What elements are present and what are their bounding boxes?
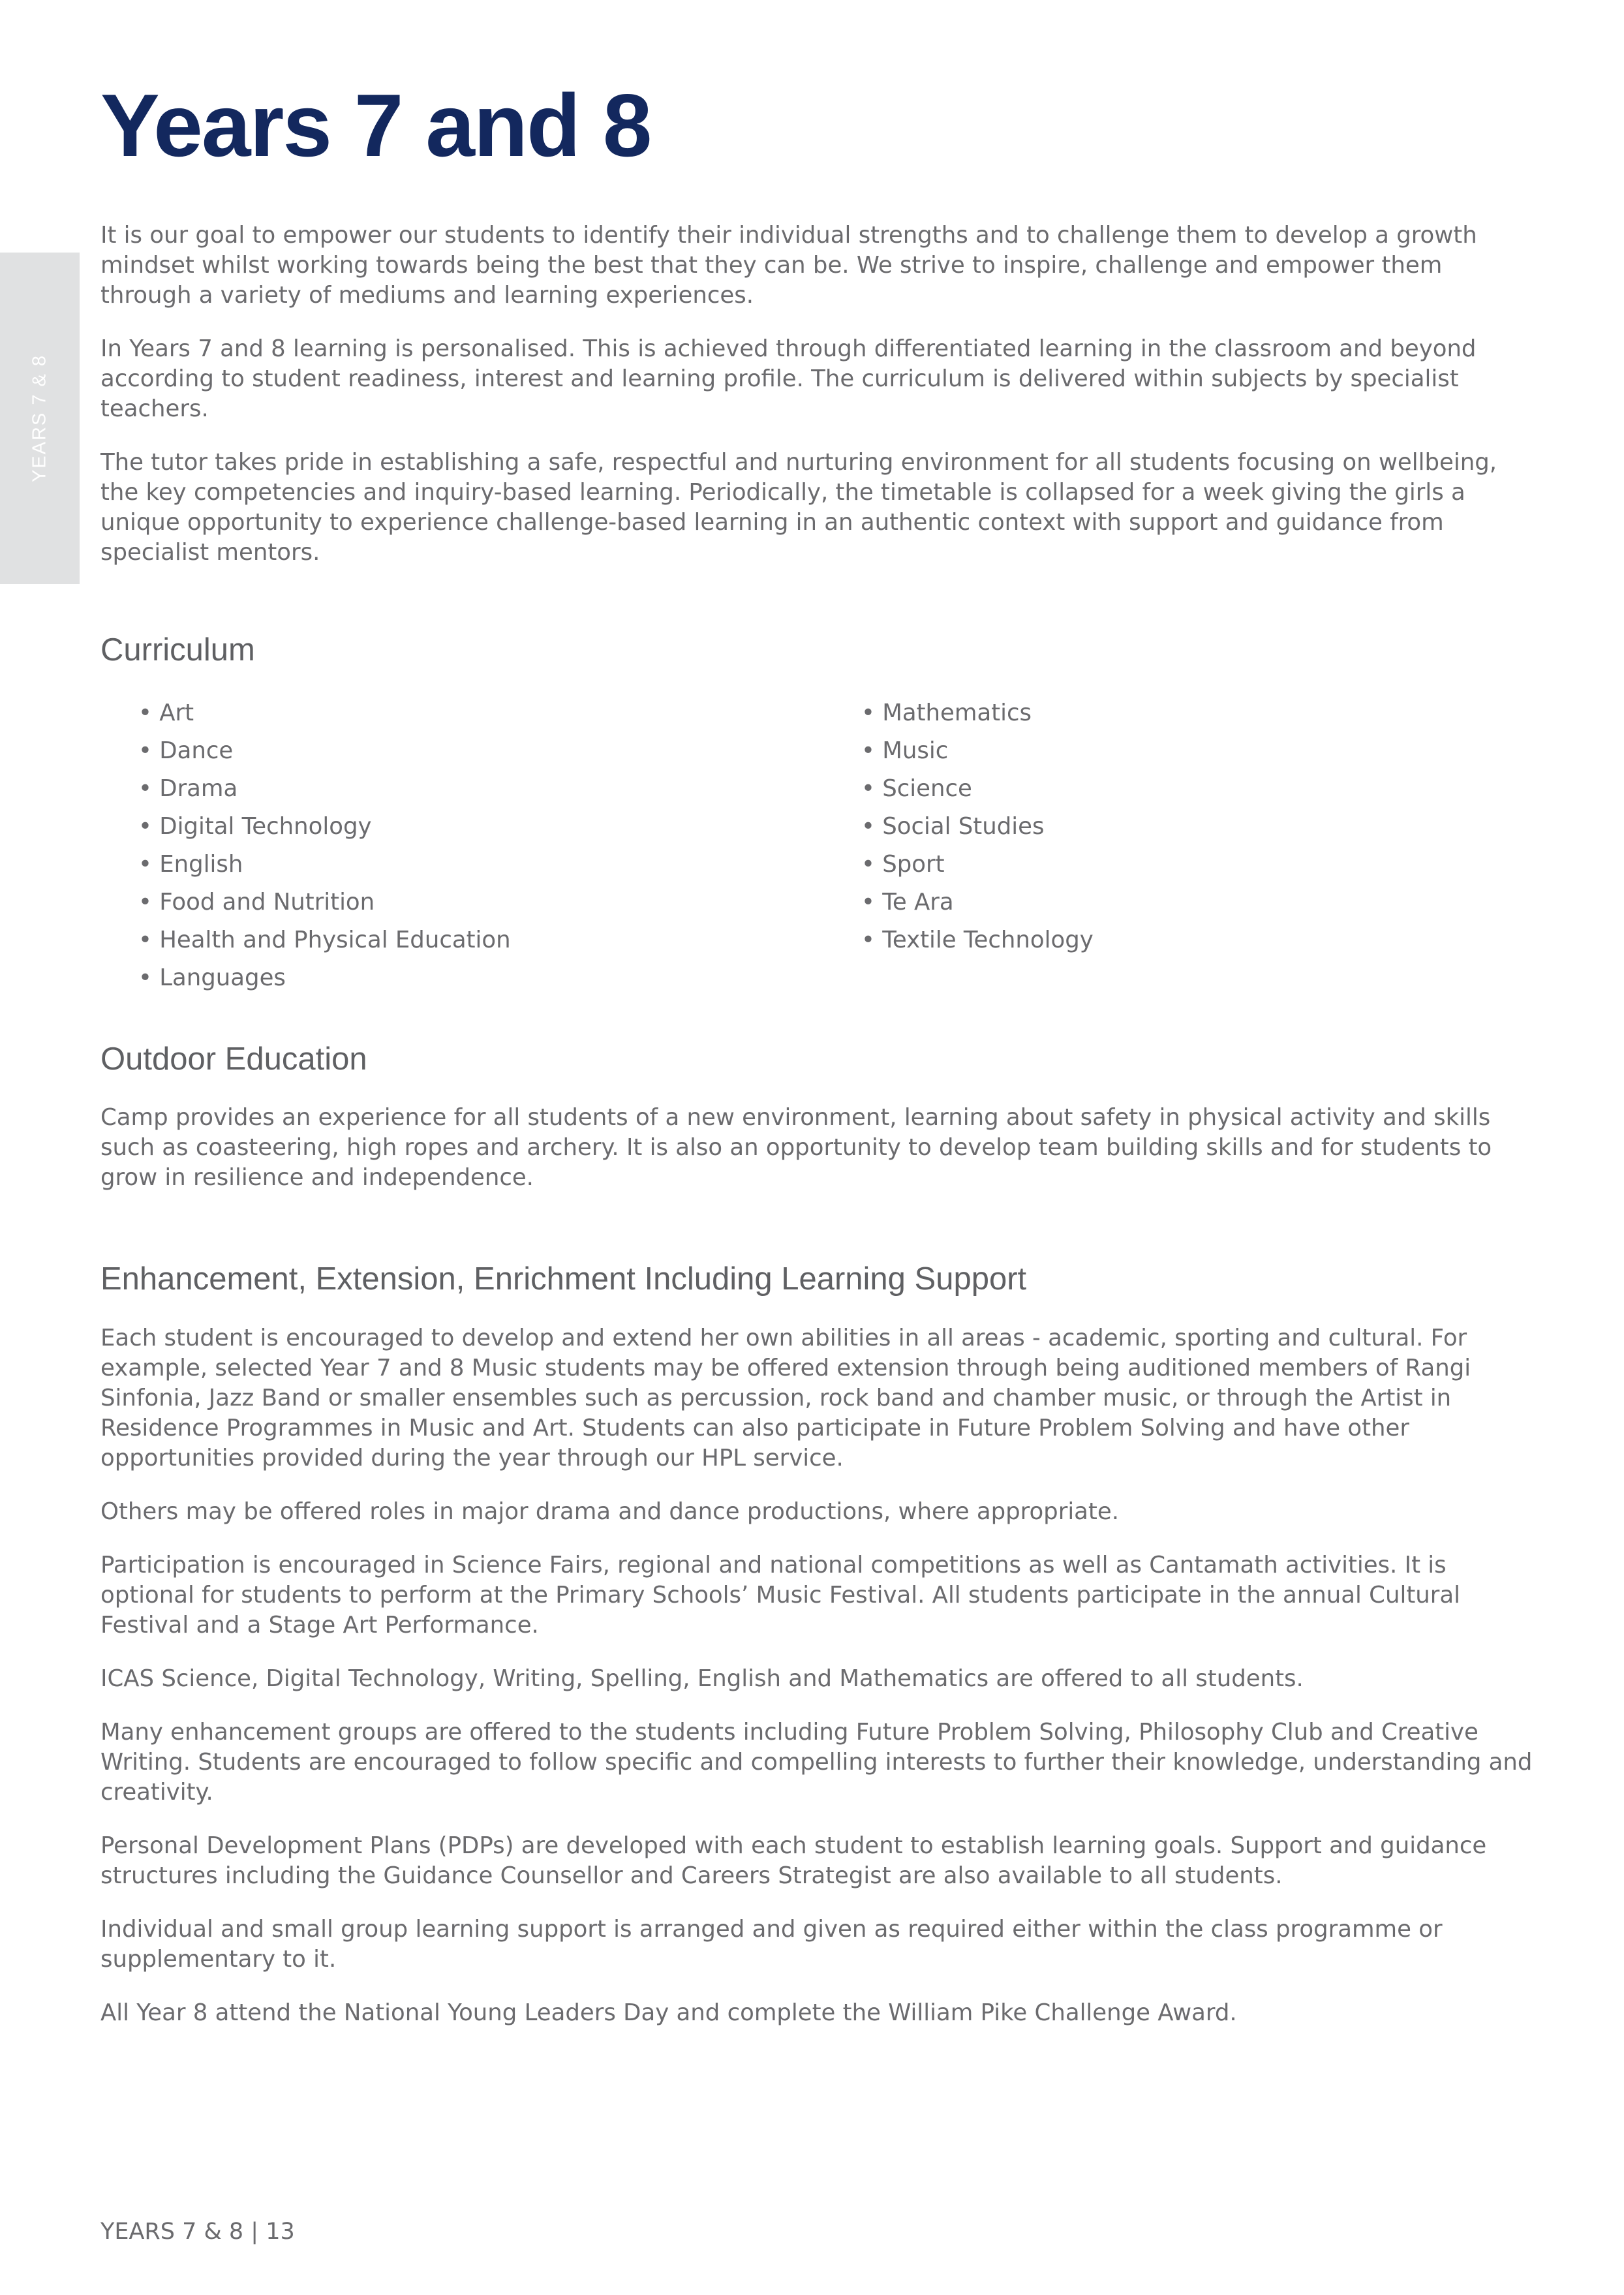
enhancement-paragraph: Each student is encouraged to develop and extend her own abilities in all areas - academic, sporting and cultural. For example, selected Year 7 and 8 Music students may be offered extension through being auditioned members of Rangi Sinfonia, Jazz Band or smaller ensembles such as percussion, rock band and chamber music, or through the Artist in Residence Programmes in Music and Art. Students can also participate in Future Problem Solving and have other opportunities provided during the year through our HPL service.	[100, 1325, 1471, 1471]
enhancement-paragraph: Personal Development Plans (PDPs) are developed with each student to establish learning goals. Support and guidance structures including the Guidance Counsellor and Careers Strategist are also available to all students.	[100, 1832, 1487, 1889]
enhancement-paragraph: Others may be offered roles in major drama and dance productions, where appropriate.	[100, 1498, 1119, 1525]
list-item: • Science	[861, 770, 1094, 808]
intro-section	[100, 221, 1536, 591]
list-item: • Food and Nutrition	[138, 884, 511, 921]
enhancement-paragraph: Individual and small group learning support is arranged and given as required either within the class programme or supplementary to it.	[100, 1916, 1443, 1973]
list-item: • Dance	[138, 732, 511, 770]
page-footer: YEARS 7 & 8 | 13	[100, 2219, 295, 2245]
enhancement-section	[100, 1323, 1536, 2052]
enhancement-paragraph: ICAS Science, Digital Technology, Writing, Spelling, English and Mathematics are offered to all students.	[100, 1665, 1304, 1692]
list-item: • Music	[861, 732, 1094, 770]
outdoor-education-section	[100, 1103, 1536, 1216]
intro-paragraph: In Years 7 and 8 learning is personalised. This is achieved through differentiated learning in the classroom and beyond according to student readiness, interest and learning profile. The curriculum is delivered within subjects by specialist teachers.	[100, 335, 1477, 422]
outdoor-education-paragraph: Camp provides an experience for all students of a new environment, learning about safety in physical activity and skills such as coasteering, high ropes and archery. It is also an opportunity to develop team building skills and for students to grow in resilience and independence.	[100, 1104, 1492, 1191]
curriculum-heading: Curriculum	[100, 632, 255, 668]
intro-paragraph: It is our goal to empower our students to identify their individual strengths and to challenge them to develop a growth mindset whilst working towards being the best that they can be. We strive to inspire, challenge and empower them through a variety of mediums and learning experiences.	[100, 222, 1477, 309]
outdoor-education-heading: Outdoor Education	[100, 1041, 367, 1077]
list-item: • Textile Technology	[861, 921, 1094, 959]
curriculum-list-left	[138, 694, 511, 997]
list-item: • Sport	[861, 846, 1094, 884]
list-item: • English	[138, 846, 511, 884]
list-item: • Te Ara	[861, 884, 1094, 921]
list-item: • Digital Technology	[138, 808, 511, 846]
enhancement-paragraph: Many enhancement groups are offered to the students including Future Problem Solving, Philosophy Club and Creative Writing. Students are encouraged to follow specific and compelling interests to further their knowledge, understanding and creativity.	[100, 1719, 1533, 1806]
page-title: Years 7 and 8	[100, 76, 651, 175]
list-item: • Languages	[138, 959, 511, 997]
curriculum-list-right	[861, 694, 1094, 959]
enhancement-paragraph: Participation is encouraged in Science Fairs, regional and national competitions as well as Cantamath activities. It is optional for students to perform at the Primary Schools’ Music Festival. All students participate in the annual Cultural Festival and a Stage Art Performance.	[100, 1552, 1460, 1639]
enhancement-paragraph: All Year 8 attend the National Young Leaders Day and complete the William Pike Challenge Award.	[100, 1999, 1237, 2026]
list-item: • Social Studies	[861, 808, 1094, 846]
list-item: • Art	[138, 694, 511, 732]
list-item: • Mathematics	[861, 694, 1094, 732]
intro-paragraph: The tutor takes pride in establishing a safe, respectful and nurturing environment for all students focusing on wellbeing, the key competencies and inquiry-based learning. Periodically, the timetable is collapsed for a week giving the girls a unique opportunity to experience challenge-based learning in an authentic context with support and guidance from specialist mentors.	[100, 449, 1497, 566]
side-tab-label: YEARS 7 & 8	[29, 354, 50, 483]
enhancement-heading: Enhancement, Extension, Enrichment Including Learning Support	[100, 1261, 1027, 1297]
list-item: • Drama	[138, 770, 511, 808]
list-item: • Health and Physical Education	[138, 921, 511, 959]
